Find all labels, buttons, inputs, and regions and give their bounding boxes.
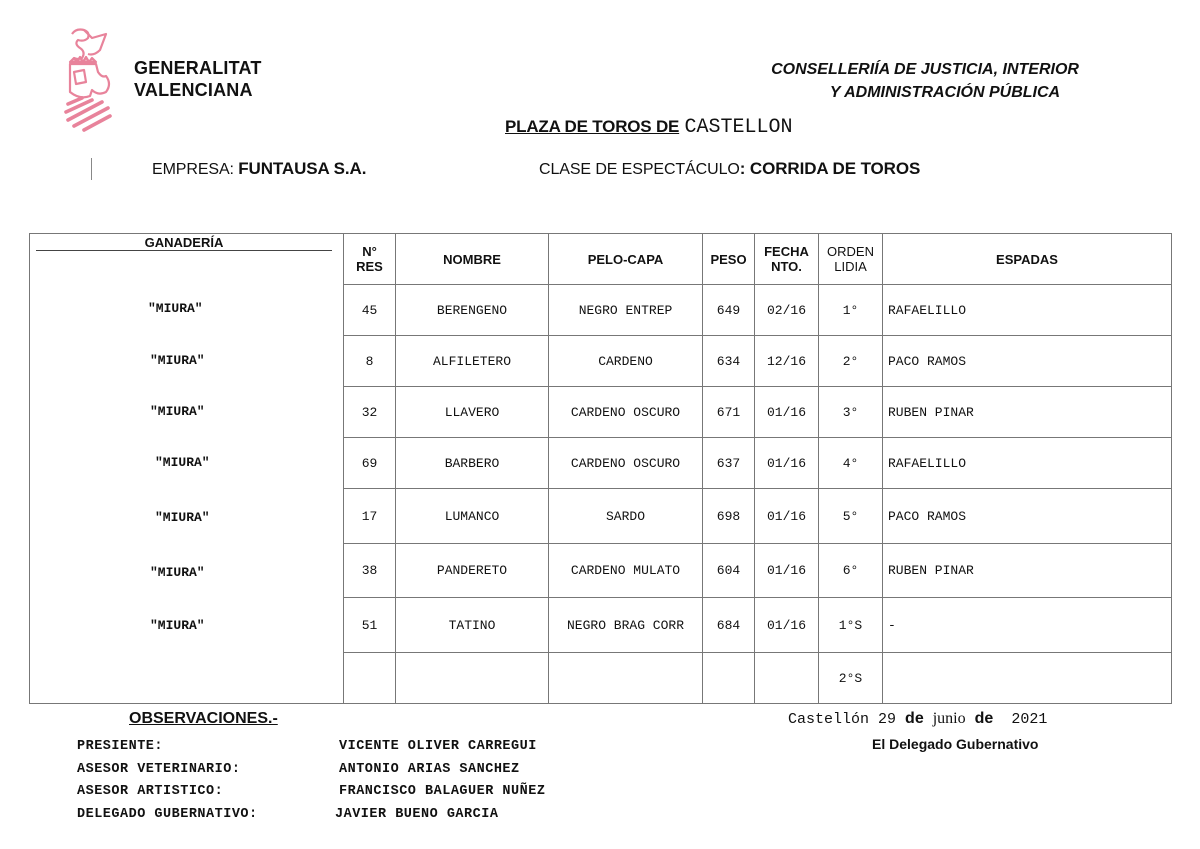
nombre-cell: PANDERETO (396, 544, 549, 598)
margin-divider (91, 158, 92, 180)
ganaderia-cell: "MIURA" (150, 404, 205, 419)
nres-cell: 51 (344, 598, 396, 653)
ganaderia-cell: "MIURA" (148, 301, 203, 316)
table-header-row (30, 234, 1172, 285)
nombre-cell: BARBERO (396, 438, 549, 489)
orden-cell: 5° (819, 489, 883, 544)
peso-cell (703, 653, 755, 704)
nres-cell: 38 (344, 544, 396, 598)
clase-label: CLASE DE ESPECTÁCULO (539, 161, 740, 178)
peso-cell: 671 (703, 387, 755, 438)
orden-cell: 3° (819, 387, 883, 438)
ganaderia-cell: "MIURA" (150, 565, 205, 580)
observaciones-title: OBSERVACIONES.- (129, 710, 278, 727)
orden-cell: 2°S (819, 653, 883, 704)
ganaderia-cell: "MIURA" (155, 510, 210, 525)
nombre-cell: LLAVERO (396, 387, 549, 438)
signature-title: El Delegado Gubernativo (872, 736, 1039, 752)
nres-cell: 69 (344, 438, 396, 489)
fecha-cell: 01/16 (755, 544, 819, 598)
observacion-value: ANTONIO ARIAS SANCHEZ (339, 761, 520, 777)
observacion-row (77, 736, 545, 759)
org-line-1: GENERALITAT (134, 58, 262, 78)
nres-cell: 17 (344, 489, 396, 544)
dept-line-2: Y ADMINISTRACIÓN PÚBLICA (829, 84, 1061, 101)
orden-cell: 1°S (819, 598, 883, 653)
header-fecha: FECHA NTO. (755, 234, 819, 285)
observacion-row (77, 759, 545, 782)
espada-cell: PACO RAMOS (883, 336, 1172, 387)
peso-cell: 604 (703, 544, 755, 598)
signature-date (788, 710, 1047, 728)
nres-cell: 32 (344, 387, 396, 438)
espada-cell: - (883, 598, 1172, 653)
observacion-row (77, 804, 545, 827)
observaciones-list (77, 736, 545, 826)
clase-value: : CORRIDA DE TOROS (739, 159, 921, 178)
header-peso: PESO (703, 234, 755, 285)
date-year: 2021 (1011, 711, 1048, 728)
nres-cell: 8 (344, 336, 396, 387)
nombre-cell: TATINO (396, 598, 549, 653)
plaza-prefix: PLAZA DE TOROS DE (505, 117, 680, 136)
department-name (700, 58, 1150, 104)
ganaderia-cell: "MIURA" (150, 353, 205, 368)
peso-cell: 649 (703, 285, 755, 336)
header-nombre: NOMBRE (396, 234, 549, 285)
orden-cell: 1° (819, 285, 883, 336)
observacion-value: VICENTE OLIVER CARREGUI (339, 739, 537, 754)
nombre-cell: BERENGENO (396, 285, 549, 336)
espada-cell: PACO RAMOS (883, 489, 1172, 544)
fecha-cell: 01/16 (755, 598, 819, 653)
nombre-cell: LUMANCO (396, 489, 549, 544)
empresa-field (152, 159, 366, 179)
peso-cell: 634 (703, 336, 755, 387)
plaza-title (505, 116, 792, 139)
header-pelo-capa: PELO-CAPA (549, 234, 703, 285)
date-month: junio (932, 710, 966, 727)
header-espadas: ESPADAS (883, 234, 1172, 285)
header-nres: N° RES (344, 234, 396, 285)
espada-cell (883, 653, 1172, 704)
ganaderia-column (30, 234, 344, 704)
pelo-cell: NEGRO BRAG CORR (549, 598, 703, 653)
observacion-label: PRESIENTE: (77, 739, 164, 754)
ganaderia-cell: "MIURA" (150, 618, 205, 633)
pelo-cell: CARDENO MULATO (549, 544, 703, 598)
ganaderia-cell: "MIURA" (155, 455, 210, 470)
nres-cell: 45 (344, 285, 396, 336)
observacion-label: DELEGADO GUBERNATIVO: (77, 806, 258, 822)
generalitat-coat-of-arms-logo (62, 26, 118, 134)
dept-line-1: CONSELLERIÍA DE JUSTICIA, INTERIOR (771, 61, 1079, 78)
bull-list-table (29, 233, 1172, 704)
organization-name (134, 57, 262, 101)
observacion-value: JAVIER BUENO GARCIA (335, 806, 499, 822)
espada-cell: RAFAELILLO (883, 438, 1172, 489)
observacion-label: ASESOR ARTISTICO: (77, 784, 224, 799)
header-orden-lidia: ORDEN LIDIA (819, 234, 883, 285)
date-de-1: de (905, 710, 924, 727)
fecha-cell: 02/16 (755, 285, 819, 336)
pelo-cell: CARDENO OSCURO (549, 438, 703, 489)
observacion-value: FRANCISCO BALAGUER NUÑEZ (339, 784, 546, 799)
date-de-2: de (974, 710, 994, 727)
fecha-cell: 01/16 (755, 438, 819, 489)
orden-cell: 2° (819, 336, 883, 387)
orden-cell: 4° (819, 438, 883, 489)
pelo-cell: CARDENO (549, 336, 703, 387)
header-ganaderia: GANADERÍA (36, 234, 332, 251)
fecha-cell: 12/16 (755, 336, 819, 387)
fecha-cell (755, 653, 819, 704)
peso-cell: 698 (703, 489, 755, 544)
espada-cell: RAFAELILLO (883, 285, 1172, 336)
date-city-day: Castellón 29 (788, 711, 897, 728)
observacion-label: ASESOR VETERINARIO: (77, 761, 241, 777)
pelo-cell (549, 653, 703, 704)
fecha-cell: 01/16 (755, 489, 819, 544)
clase-espectaculo-field (539, 159, 920, 179)
nres-cell (344, 653, 396, 704)
peso-cell: 684 (703, 598, 755, 653)
espada-cell: RUBEN PINAR (883, 387, 1172, 438)
empresa-value: FUNTAUSA S.A. (238, 159, 367, 178)
pelo-cell: SARDO (549, 489, 703, 544)
orden-cell: 6° (819, 544, 883, 598)
observacion-row (77, 781, 545, 804)
plaza-city: CASTELLON (684, 116, 793, 139)
pelo-cell: NEGRO ENTREP (549, 285, 703, 336)
fecha-cell: 01/16 (755, 387, 819, 438)
peso-cell: 637 (703, 438, 755, 489)
nombre-cell (396, 653, 549, 704)
espada-cell: RUBEN PINAR (883, 544, 1172, 598)
org-line-2: VALENCIANA (134, 80, 253, 100)
pelo-cell: CARDENO OSCURO (549, 387, 703, 438)
empresa-label: EMPRESA: (152, 161, 239, 178)
nombre-cell: ALFILETERO (396, 336, 549, 387)
